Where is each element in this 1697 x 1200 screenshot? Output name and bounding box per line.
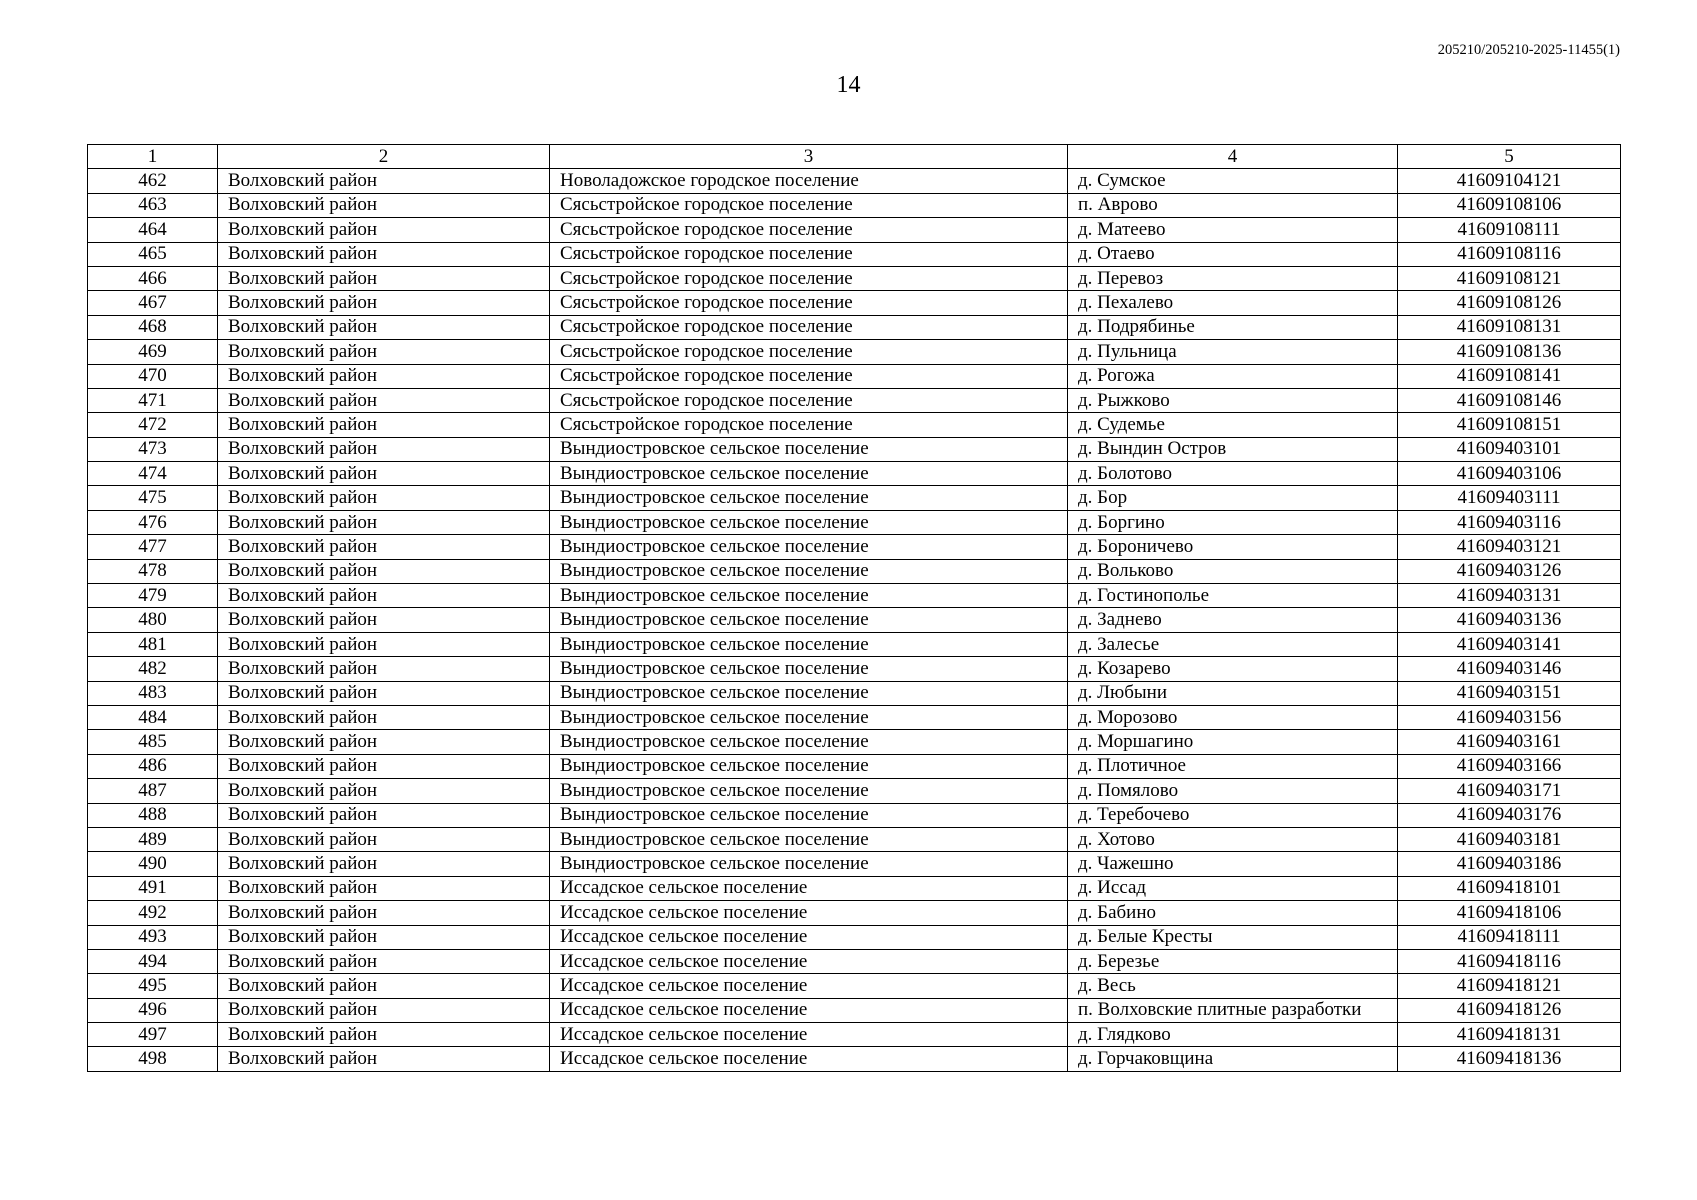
district-cell: Волховский район — [218, 437, 550, 461]
oktmo-code-cell: 41609403146 — [1398, 657, 1621, 681]
locality-cell: д. Сумское — [1068, 169, 1398, 193]
district-cell: Волховский район — [218, 218, 550, 242]
row-number-cell: 482 — [88, 657, 218, 681]
locality-cell: д. Бабино — [1068, 901, 1398, 925]
table-row — [88, 437, 1621, 461]
district-cell: Волховский район — [218, 730, 550, 754]
locality-cell: д. Бороничево — [1068, 535, 1398, 559]
table-row — [88, 852, 1621, 876]
oktmo-code-cell: 41609418131 — [1398, 1023, 1621, 1047]
district-cell: Волховский район — [218, 193, 550, 217]
oktmo-code-cell: 41609403171 — [1398, 779, 1621, 803]
locality-cell: д. Помялово — [1068, 779, 1398, 803]
locality-cell: д. Боргино — [1068, 510, 1398, 534]
district-cell: Волховский район — [218, 413, 550, 437]
table-row — [88, 1023, 1621, 1047]
settlement-cell: Иссадское сельское поселение — [550, 998, 1068, 1022]
district-cell: Волховский район — [218, 559, 550, 583]
district-cell: Волховский район — [218, 876, 550, 900]
table-row — [88, 705, 1621, 729]
locality-cell: д. Залесье — [1068, 632, 1398, 656]
oktmo-code-cell: 41609403151 — [1398, 681, 1621, 705]
document-reference-number: 205210/205210-2025-11455(1) — [1437, 42, 1620, 58]
table-row — [88, 925, 1621, 949]
table-row — [88, 535, 1621, 559]
settlement-cell: Вындиостровское сельское поселение — [550, 608, 1068, 632]
column-header-5: 5 — [1398, 145, 1621, 169]
oktmo-code-cell: 41609403106 — [1398, 462, 1621, 486]
settlement-cell: Иссадское сельское поселение — [550, 1047, 1068, 1071]
row-number-cell: 479 — [88, 584, 218, 608]
settlement-cell: Вындиостровское сельское поселение — [550, 559, 1068, 583]
district-cell: Волховский район — [218, 388, 550, 412]
locality-cell: д. Гостинополье — [1068, 584, 1398, 608]
oktmo-code-cell: 41609108141 — [1398, 364, 1621, 388]
settlement-cell: Вындиостровское сельское поселение — [550, 754, 1068, 778]
locality-cell: д. Любыни — [1068, 681, 1398, 705]
oktmo-code-cell: 41609403161 — [1398, 730, 1621, 754]
row-number-cell: 469 — [88, 340, 218, 364]
table-row — [88, 462, 1621, 486]
table-row — [88, 803, 1621, 827]
district-cell: Волховский район — [218, 779, 550, 803]
district-cell: Волховский район — [218, 901, 550, 925]
oktmo-code-cell: 41609108151 — [1398, 413, 1621, 437]
settlement-cell: Сясьстройское городское поселение — [550, 291, 1068, 315]
district-cell: Волховский район — [218, 315, 550, 339]
locality-cell: д. Перевоз — [1068, 266, 1398, 290]
locality-cell: д. Иссад — [1068, 876, 1398, 900]
row-number-cell: 488 — [88, 803, 218, 827]
locality-cell: д. Белые Кресты — [1068, 925, 1398, 949]
table-row — [88, 388, 1621, 412]
district-cell: Волховский район — [218, 584, 550, 608]
row-number-cell: 498 — [88, 1047, 218, 1071]
district-cell: Волховский район — [218, 266, 550, 290]
table-row — [88, 266, 1621, 290]
table-row — [88, 242, 1621, 266]
settlement-cell: Вындиостровское сельское поселение — [550, 852, 1068, 876]
oktmo-code-cell: 41609418116 — [1398, 949, 1621, 973]
settlement-cell: Вындиостровское сельское поселение — [550, 779, 1068, 803]
settlement-cell: Вындиостровское сельское поселение — [550, 705, 1068, 729]
table-row — [88, 632, 1621, 656]
settlement-cell: Иссадское сельское поселение — [550, 901, 1068, 925]
row-number-cell: 490 — [88, 852, 218, 876]
settlement-cell: Сясьстройское городское поселение — [550, 340, 1068, 364]
district-cell: Волховский район — [218, 827, 550, 851]
locality-cell: д. Горчаковщина — [1068, 1047, 1398, 1071]
locality-cell: д. Матеево — [1068, 218, 1398, 242]
table-row — [88, 876, 1621, 900]
table-row — [88, 901, 1621, 925]
row-number-cell: 473 — [88, 437, 218, 461]
district-cell: Волховский район — [218, 364, 550, 388]
table-row — [88, 584, 1621, 608]
row-number-cell: 471 — [88, 388, 218, 412]
oktmo-code-cell: 41609403141 — [1398, 632, 1621, 656]
table-row — [88, 827, 1621, 851]
locality-cell: д. Заднево — [1068, 608, 1398, 632]
settlement-cell: Иссадское сельское поселение — [550, 974, 1068, 998]
district-cell: Волховский район — [218, 462, 550, 486]
district-cell: Волховский район — [218, 608, 550, 632]
locality-cell: д. Вольково — [1068, 559, 1398, 583]
oktmo-code-cell: 41609108126 — [1398, 291, 1621, 315]
district-cell: Волховский район — [218, 925, 550, 949]
district-cell: Волховский район — [218, 705, 550, 729]
row-number-cell: 470 — [88, 364, 218, 388]
table-row — [88, 1047, 1621, 1071]
district-cell: Волховский район — [218, 681, 550, 705]
settlement-cell: Вындиостровское сельское поселение — [550, 657, 1068, 681]
locality-cell: д. Чажешно — [1068, 852, 1398, 876]
row-number-cell: 483 — [88, 681, 218, 705]
oktmo-code-cell: 41609403111 — [1398, 486, 1621, 510]
column-header-3: 3 — [550, 145, 1068, 169]
oktmo-code-cell: 41609108106 — [1398, 193, 1621, 217]
row-number-cell: 493 — [88, 925, 218, 949]
oktmo-code-cell: 41609403116 — [1398, 510, 1621, 534]
oktmo-code-cell: 41609418136 — [1398, 1047, 1621, 1071]
oktmo-code-cell: 41609403131 — [1398, 584, 1621, 608]
locality-cell: д. Рогожа — [1068, 364, 1398, 388]
oktmo-code-cell: 41609418126 — [1398, 998, 1621, 1022]
settlement-cell: Иссадское сельское поселение — [550, 925, 1068, 949]
locality-cell: д. Отаево — [1068, 242, 1398, 266]
oktmo-code-cell: 41609403121 — [1398, 535, 1621, 559]
locality-cell: д. Вындин Остров — [1068, 437, 1398, 461]
row-number-cell: 480 — [88, 608, 218, 632]
oktmo-code-cell: 41609403126 — [1398, 559, 1621, 583]
row-number-cell: 468 — [88, 315, 218, 339]
row-number-cell: 494 — [88, 949, 218, 973]
row-number-cell: 476 — [88, 510, 218, 534]
settlement-cell: Сясьстройское городское поселение — [550, 218, 1068, 242]
oktmo-code-cell: 41609403101 — [1398, 437, 1621, 461]
oktmo-code-cell: 41609418121 — [1398, 974, 1621, 998]
district-cell: Волховский район — [218, 657, 550, 681]
settlement-cell: Сясьстройское городское поселение — [550, 242, 1068, 266]
oktmo-code-cell: 41609403156 — [1398, 705, 1621, 729]
table-row — [88, 754, 1621, 778]
district-cell: Волховский район — [218, 242, 550, 266]
column-header-1: 1 — [88, 145, 218, 169]
district-cell: Волховский район — [218, 169, 550, 193]
district-cell: Волховский район — [218, 340, 550, 364]
table-row — [88, 193, 1621, 217]
settlement-cell: Вындиостровское сельское поселение — [550, 535, 1068, 559]
table-row — [88, 608, 1621, 632]
row-number-cell: 492 — [88, 901, 218, 925]
district-cell: Волховский район — [218, 632, 550, 656]
locality-cell: д. Судемье — [1068, 413, 1398, 437]
row-number-cell: 472 — [88, 413, 218, 437]
oktmo-code-cell: 41609403186 — [1398, 852, 1621, 876]
table-row — [88, 291, 1621, 315]
locality-cell: д. Бор — [1068, 486, 1398, 510]
locality-cell: д. Болотово — [1068, 462, 1398, 486]
table-row — [88, 510, 1621, 534]
row-number-cell: 496 — [88, 998, 218, 1022]
row-number-cell: 481 — [88, 632, 218, 656]
settlement-cell: Вындиостровское сельское поселение — [550, 730, 1068, 754]
oktmo-code-cell: 41609403136 — [1398, 608, 1621, 632]
table-body — [88, 169, 1621, 1071]
oktmo-code-cell: 41609108131 — [1398, 315, 1621, 339]
locality-cell: д. Плотичное — [1068, 754, 1398, 778]
oktmo-code-cell: 41609104121 — [1398, 169, 1621, 193]
table-row — [88, 340, 1621, 364]
locality-cell: д. Козарево — [1068, 657, 1398, 681]
table-header-row — [88, 145, 1621, 169]
settlement-cell: Сясьстройское городское поселение — [550, 266, 1068, 290]
district-cell: Волховский район — [218, 1023, 550, 1047]
row-number-cell: 485 — [88, 730, 218, 754]
settlement-cell: Вындиостровское сельское поселение — [550, 486, 1068, 510]
row-number-cell: 487 — [88, 779, 218, 803]
table-row — [88, 949, 1621, 973]
oktmo-code-cell: 41609108111 — [1398, 218, 1621, 242]
row-number-cell: 478 — [88, 559, 218, 583]
row-number-cell: 462 — [88, 169, 218, 193]
oktmo-code-cell: 41609403166 — [1398, 754, 1621, 778]
locality-cell: д. Весь — [1068, 974, 1398, 998]
row-number-cell: 486 — [88, 754, 218, 778]
settlement-cell: Сясьстройское городское поселение — [550, 364, 1068, 388]
settlements-table — [87, 144, 1621, 1072]
oktmo-code-cell: 41609108146 — [1398, 388, 1621, 412]
column-header-4: 4 — [1068, 145, 1398, 169]
settlement-cell: Сясьстройское городское поселение — [550, 315, 1068, 339]
row-number-cell: 463 — [88, 193, 218, 217]
oktmo-code-cell: 41609108116 — [1398, 242, 1621, 266]
settlement-cell: Вындиостровское сельское поселение — [550, 803, 1068, 827]
settlement-cell: Вындиостровское сельское поселение — [550, 510, 1068, 534]
oktmo-code-cell: 41609418106 — [1398, 901, 1621, 925]
locality-cell: д. Теребочево — [1068, 803, 1398, 827]
district-cell: Волховский район — [218, 754, 550, 778]
column-header-2: 2 — [218, 145, 550, 169]
locality-cell: д. Подрябинье — [1068, 315, 1398, 339]
district-cell: Волховский район — [218, 510, 550, 534]
settlement-cell: Сясьстройское городское поселение — [550, 193, 1068, 217]
table-header — [88, 145, 1621, 169]
oktmo-code-cell: 41609403176 — [1398, 803, 1621, 827]
settlement-cell: Сясьстройское городское поселение — [550, 413, 1068, 437]
locality-cell: д. Глядково — [1068, 1023, 1398, 1047]
row-number-cell: 491 — [88, 876, 218, 900]
row-number-cell: 464 — [88, 218, 218, 242]
locality-cell: д. Березье — [1068, 949, 1398, 973]
table-row — [88, 657, 1621, 681]
district-cell: Волховский район — [218, 852, 550, 876]
row-number-cell: 474 — [88, 462, 218, 486]
settlement-cell: Вындиостровское сельское поселение — [550, 681, 1068, 705]
settlement-cell: Вындиостровское сельское поселение — [550, 632, 1068, 656]
row-number-cell: 465 — [88, 242, 218, 266]
row-number-cell: 495 — [88, 974, 218, 998]
oktmo-code-cell: 41609108136 — [1398, 340, 1621, 364]
oktmo-code-cell: 41609418111 — [1398, 925, 1621, 949]
locality-cell: д. Пульница — [1068, 340, 1398, 364]
table-row — [88, 779, 1621, 803]
district-cell: Волховский район — [218, 998, 550, 1022]
oktmo-code-cell: 41609403181 — [1398, 827, 1621, 851]
district-cell: Волховский район — [218, 803, 550, 827]
district-cell: Волховский район — [218, 535, 550, 559]
table-row — [88, 413, 1621, 437]
table-row — [88, 169, 1621, 193]
settlement-cell: Иссадское сельское поселение — [550, 1023, 1068, 1047]
row-number-cell: 484 — [88, 705, 218, 729]
district-cell: Волховский район — [218, 949, 550, 973]
row-number-cell: 467 — [88, 291, 218, 315]
row-number-cell: 475 — [88, 486, 218, 510]
settlement-cell: Вындиостровское сельское поселение — [550, 437, 1068, 461]
page-number: 14 — [836, 72, 861, 98]
locality-cell: д. Морозово — [1068, 705, 1398, 729]
oktmo-code-cell: 41609418101 — [1398, 876, 1621, 900]
table-row — [88, 559, 1621, 583]
district-cell: Волховский район — [218, 974, 550, 998]
district-cell: Волховский район — [218, 486, 550, 510]
locality-cell: д. Пехалево — [1068, 291, 1398, 315]
table-row — [88, 730, 1621, 754]
settlement-cell: Вындиостровское сельское поселение — [550, 462, 1068, 486]
locality-cell: п. Аврово — [1068, 193, 1398, 217]
district-cell: Волховский район — [218, 1047, 550, 1071]
row-number-cell: 477 — [88, 535, 218, 559]
oktmo-code-cell: 41609108121 — [1398, 266, 1621, 290]
table-row — [88, 681, 1621, 705]
district-cell: Волховский район — [218, 291, 550, 315]
table-row — [88, 364, 1621, 388]
locality-cell: д. Рыжково — [1068, 388, 1398, 412]
table-row — [88, 218, 1621, 242]
row-number-cell: 489 — [88, 827, 218, 851]
row-number-cell: 497 — [88, 1023, 218, 1047]
settlement-cell: Вындиостровское сельское поселение — [550, 827, 1068, 851]
row-number-cell: 466 — [88, 266, 218, 290]
locality-cell: д. Моршагино — [1068, 730, 1398, 754]
settlement-cell: Сясьстройское городское поселение — [550, 388, 1068, 412]
settlement-cell: Иссадское сельское поселение — [550, 876, 1068, 900]
table-row — [88, 486, 1621, 510]
locality-cell: д. Хотово — [1068, 827, 1398, 851]
settlement-cell: Вындиостровское сельское поселение — [550, 584, 1068, 608]
table-row — [88, 315, 1621, 339]
table-row — [88, 974, 1621, 998]
table-row — [88, 998, 1621, 1022]
settlement-cell: Иссадское сельское поселение — [550, 949, 1068, 973]
settlement-cell: Новоладожское городское поселение — [550, 169, 1068, 193]
locality-cell: п. Волховские плитные разработки — [1068, 998, 1398, 1022]
